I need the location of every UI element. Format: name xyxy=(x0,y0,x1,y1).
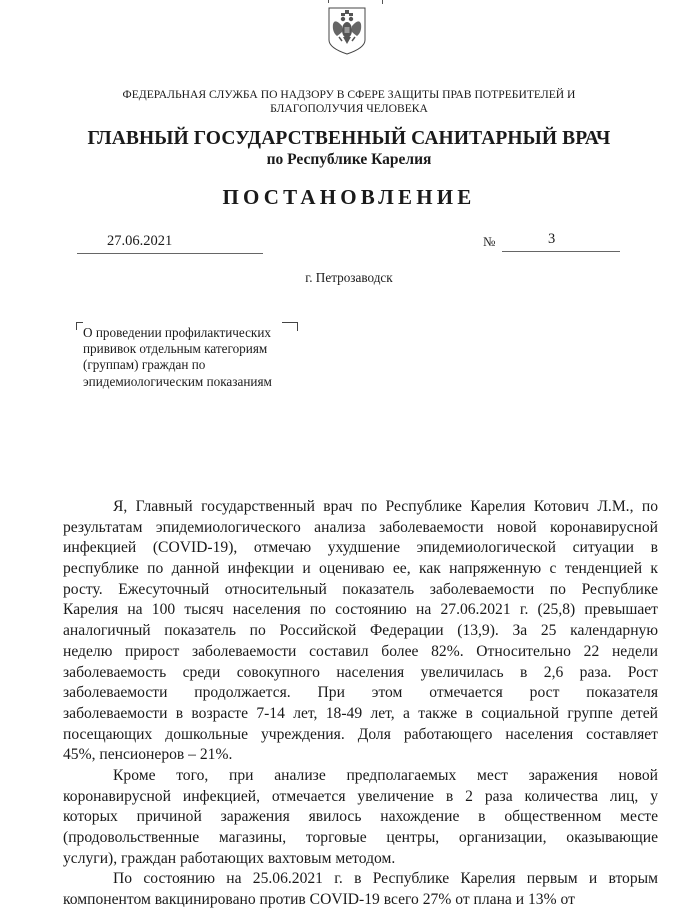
number-underline xyxy=(502,251,620,252)
agency-name xyxy=(60,88,638,116)
body-line: аналогичный показатель по Российской Федерации (13,9). За 25 календарную xyxy=(63,622,658,640)
body-paragraph xyxy=(63,869,658,910)
subject-line: (группам) граждан по xyxy=(83,357,206,373)
body-line: заболеваемости в возрасте 7-14 лет, 18-49 лет, а также в социальной группе детей xyxy=(63,704,658,722)
document-date-value: 27.06.2021 xyxy=(107,233,173,249)
body-line: Я, Главный государственный врач по Республике Карелия Котович Л.М., по xyxy=(113,498,658,515)
scan-mark xyxy=(328,0,329,3)
subject-text xyxy=(83,325,303,390)
agency-name-line: ФЕДЕРАЛЬНАЯ СЛУЖБА ПО НАДЗОРУ В СФЕРЕ ЗАЩИТЫ ПРАВ ПОТРЕБИТЕЛЕЙ И xyxy=(122,88,576,101)
body-line: результатам эпидемиологического анализа заболеваемости новой коронавирусной xyxy=(63,518,658,536)
body-line: неделю прирост заболеваемости составил более 82%. Относительно 22 недели xyxy=(63,642,658,660)
body-line: Карелия на 100 тысяч населения по состоянию на 27.06.2021 г. (25,8) превышает xyxy=(63,601,658,619)
body-line: заболеваемость среди совокупного населения увеличилась в 2,6 раза. Рост xyxy=(63,663,658,681)
body-line: коронавирусной инфекцией, отмечается увеличение в 2 раза количества лиц, у xyxy=(63,787,658,805)
body-line: услуги), граждан работающих вахтовым методом. xyxy=(63,849,396,867)
body-line: компонентом вакцинировано против COVID-19 всего 27% от плана и 13% от xyxy=(63,891,575,909)
body-line: которых причиной заражения явилось нахождение в общественном месте xyxy=(63,808,658,826)
body-line: республике по данной инфекции и оцениваю ее, как напряженную с тенденцией к xyxy=(63,560,658,578)
subject-line: О проведении профилактических xyxy=(83,325,271,340)
document-type-heading: ПОСТАНОВЛЕНИЕ xyxy=(222,185,476,209)
body-line: По состоянию на 25.06.2021 г. в Республике Карелия первым и вторым xyxy=(113,870,658,888)
body-paragraph xyxy=(63,497,658,766)
body-line: посещающих дошкольные учреждения. Доля работающего населения составляет xyxy=(63,725,658,743)
subject-line: эпидемиологическим показаниям xyxy=(83,373,272,389)
subject-line: прививок отдельным категориям xyxy=(83,341,268,357)
official-region: по Республике Карелия xyxy=(266,151,432,168)
official-title: ГЛАВНЫЙ ГОСУДАРСТВЕННЫЙ САНИТАРНЫЙ ВРАЧ xyxy=(87,128,611,149)
body-line: инфекцией (COVID-19), отмечаю ухудшение эпидемиологической ситуации в xyxy=(63,539,658,557)
body-line: Кроме того, при анализе предполагаемых мест заражения новой xyxy=(113,766,658,784)
body-paragraph xyxy=(63,766,658,869)
corner-bracket-left xyxy=(76,322,83,323)
document-date xyxy=(77,232,263,256)
scan-mark xyxy=(382,0,383,4)
corner-bracket-right xyxy=(282,322,297,323)
document-body xyxy=(63,497,658,911)
document-number xyxy=(483,230,623,254)
russian-coat-of-arms-icon xyxy=(327,6,367,56)
body-line: 45%, пенсионеров – 21%. xyxy=(63,746,233,764)
corner-bracket-left xyxy=(76,322,77,330)
city: г. Петрозаводск xyxy=(305,270,393,285)
document-number-value: 3 xyxy=(548,231,556,247)
number-sign: № xyxy=(483,234,496,249)
document-subject xyxy=(76,322,301,392)
agency-name-line: БЛАГОПОЛУЧИЯ ЧЕЛОВЕКА xyxy=(270,102,428,115)
body-line: (продовольственные магазины, торговые центры, организации, оказывающие xyxy=(63,829,658,846)
body-line: заболеваемости продолжается. При этом отмечается рост показателя xyxy=(63,684,658,702)
date-underline xyxy=(77,253,263,254)
body-line: росту. Ежесуточный относительный показатель заболеваемости по Республике xyxy=(63,580,658,598)
